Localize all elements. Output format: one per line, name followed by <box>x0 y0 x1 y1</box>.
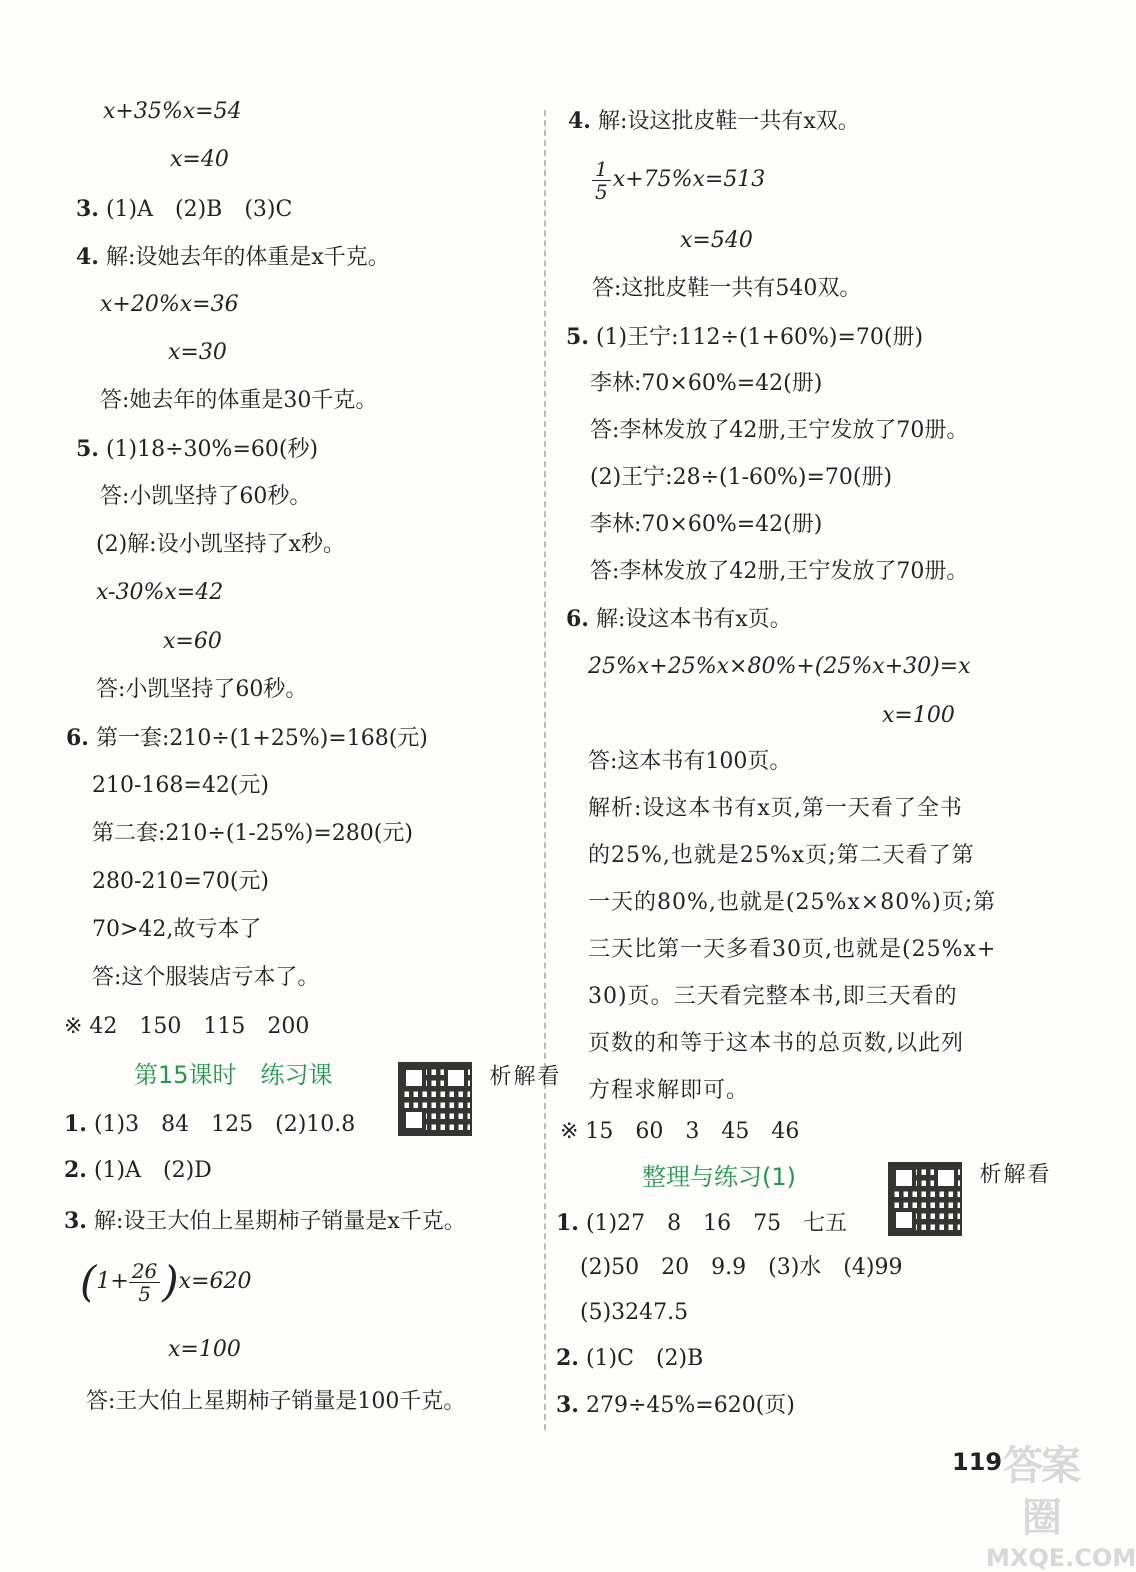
question-5 <box>76 434 318 465</box>
fraction <box>592 158 611 203</box>
question-6 <box>66 723 428 754</box>
answer-text: 解:设这批皮鞋一共有x双。 <box>597 109 860 134</box>
answer-text: (1)A (2)B (3)C <box>105 197 293 222</box>
answer-text: (1)A (2)D <box>93 1158 212 1183</box>
answer-line: (2)王宁:28÷(1-60%)=70(册) <box>590 465 893 490</box>
answer-line: 李林:70×60%=42(册) <box>590 512 823 537</box>
answer-line: (2)解:设小凯坚持了x秒。 <box>96 532 345 557</box>
question-number: 5. <box>566 324 589 350</box>
answer-line: 答:李林发放了42册,王宁发放了70册。 <box>590 559 969 584</box>
analysis-line: 一天的80%,也就是(25%x×80%)页;第 <box>588 890 997 915</box>
answer-line: 答:李林发放了42册,王宁发放了70册。 <box>590 418 969 443</box>
site-watermark-logo <box>986 1440 1136 1572</box>
solution-line: x=60 <box>163 629 222 654</box>
question-4 <box>568 106 860 137</box>
question-number: 6. <box>66 725 89 751</box>
answer-text: 第一套:210÷(1+25%)=168(元) <box>95 726 428 751</box>
review-1 <box>556 1208 847 1239</box>
answer-text: (1)C (2)B <box>585 1346 704 1371</box>
question-number: 1. <box>556 1210 579 1236</box>
analysis-line: 解析:设这本书有x页,第一天看了全书 <box>588 796 963 821</box>
answer-text: (1)27 8 16 75 七五 <box>585 1211 848 1236</box>
solution-line: x=100 <box>168 1337 241 1362</box>
fraction-denominator: 5 <box>138 1281 151 1306</box>
answer-text: (1)王宁:112÷(1+60%)=70(册) <box>595 325 924 350</box>
right-paren: ) <box>162 1257 179 1306</box>
fraction-numerator: 26 <box>129 1260 160 1283</box>
question-5 <box>566 322 923 353</box>
answer-line: 答:这个服装店亏本了。 <box>92 965 320 990</box>
analysis-line: 页数的和等于这本书的总页数,以此列 <box>588 1031 964 1056</box>
answer-line: 210-168=42(元) <box>92 773 270 798</box>
answer-text: 解:设她去年的体重是x千克。 <box>105 245 390 270</box>
question-3 <box>76 194 292 225</box>
question-number: 2. <box>556 1345 579 1371</box>
qr-code-icon <box>888 1162 962 1236</box>
watermark-bottom: MXQE.COM <box>986 1544 1136 1572</box>
section-title: 第15课时 练习课 <box>134 1061 333 1089</box>
qr-label: 看解析 <box>486 1064 559 1088</box>
review-3 <box>556 1390 795 1421</box>
answer-line: 李林:70×60%=42(册) <box>590 371 823 396</box>
qr-code-icon <box>398 1062 472 1136</box>
question-number: 3. <box>64 1208 87 1234</box>
answer-line: (2)50 20 9.9 (3)水 (4)99 <box>580 1255 903 1280</box>
column-divider <box>544 110 546 1430</box>
solution-line: x=540 <box>680 228 753 253</box>
fraction-numerator: 1 <box>592 158 611 181</box>
question-number: 1. <box>64 1111 87 1137</box>
question-4 <box>76 242 390 273</box>
solution-line: x=30 <box>168 340 227 365</box>
solution-line: x=100 <box>882 703 955 728</box>
question-number: 3. <box>76 196 99 222</box>
practice-2 <box>64 1155 212 1186</box>
answer-line: 答:王大伯上星期柿子销量是100千克。 <box>86 1389 466 1414</box>
page-number: 119 <box>952 1448 1003 1476</box>
practice-1 <box>64 1109 355 1140</box>
eq-part: x+75%x=513 <box>612 167 766 192</box>
answer-line: 答:这本书有100页。 <box>588 749 792 774</box>
qr-label: 看解析 <box>976 1162 1049 1186</box>
eq-part: 1+ <box>96 1269 129 1294</box>
answer-line: (5)3247.5 <box>580 1300 689 1325</box>
question-6 <box>566 604 792 635</box>
answer-line: 答:小凯坚持了60秒。 <box>100 484 312 509</box>
answer-text: (1)18÷30%=60(秒) <box>105 437 319 462</box>
answer-line: 70>42,故亏本了 <box>92 917 262 942</box>
question-number: 4. <box>76 244 99 270</box>
answer-text: 279÷45%=620(页) <box>585 1393 795 1418</box>
question-number: 5. <box>76 436 99 462</box>
equation-line: x-30%x=42 <box>96 580 224 605</box>
equation-line: x+35%x=54 <box>103 99 242 124</box>
answer-text: (1)3 84 125 (2)10.8 <box>93 1112 356 1137</box>
fraction-equation <box>80 1252 252 1312</box>
section-title: 整理与练习(1) <box>642 1163 796 1191</box>
question-number: 4. <box>568 108 591 134</box>
answer-text: 解:设王大伯上星期柿子销量是x千克。 <box>93 1209 466 1234</box>
answer-line: 280-210=70(元) <box>92 869 270 894</box>
watermark-top: 答案圈 <box>1003 1443 1079 1541</box>
question-number: 6. <box>566 606 589 632</box>
solution-line: x=40 <box>170 147 229 172</box>
answer-text: 解:设这本书有x页。 <box>595 607 792 632</box>
question-number: 2. <box>64 1157 87 1183</box>
answer-line: 答:她去年的体重是30千克。 <box>100 388 378 413</box>
answer-line: 答:这批皮鞋一共有540双。 <box>592 276 862 301</box>
practice-3 <box>64 1206 466 1237</box>
analysis-line: 的25%,也就是25%x页;第二天看了第 <box>588 843 975 868</box>
analysis-line: 30)页。三天看完整本书,即三天看的 <box>588 984 958 1009</box>
fraction-denominator: 5 <box>595 179 608 204</box>
extra-answers: ※ 42 150 115 200 <box>64 1014 310 1039</box>
answer-line: 第二套:210÷(1-25%)=280(元) <box>92 821 413 846</box>
analysis-line: 三天比第一天多看30页,也就是(25%x+ <box>588 937 997 962</box>
equation-line: x+20%x=36 <box>100 292 239 317</box>
analysis-line: 方程求解即可。 <box>588 1078 750 1103</box>
left-paren: ( <box>80 1257 97 1306</box>
answer-line: 答:小凯坚持了60秒。 <box>96 677 308 702</box>
fraction <box>129 1260 160 1305</box>
extra-answers: ※ 15 60 3 45 46 <box>560 1119 800 1144</box>
question-number: 3. <box>556 1392 579 1418</box>
equation-line: 25%x+25%x×80%+(25%x+30)=x <box>588 654 971 679</box>
fraction-equation <box>592 150 765 210</box>
eq-part: x=620 <box>178 1269 252 1294</box>
review-2 <box>556 1343 703 1374</box>
